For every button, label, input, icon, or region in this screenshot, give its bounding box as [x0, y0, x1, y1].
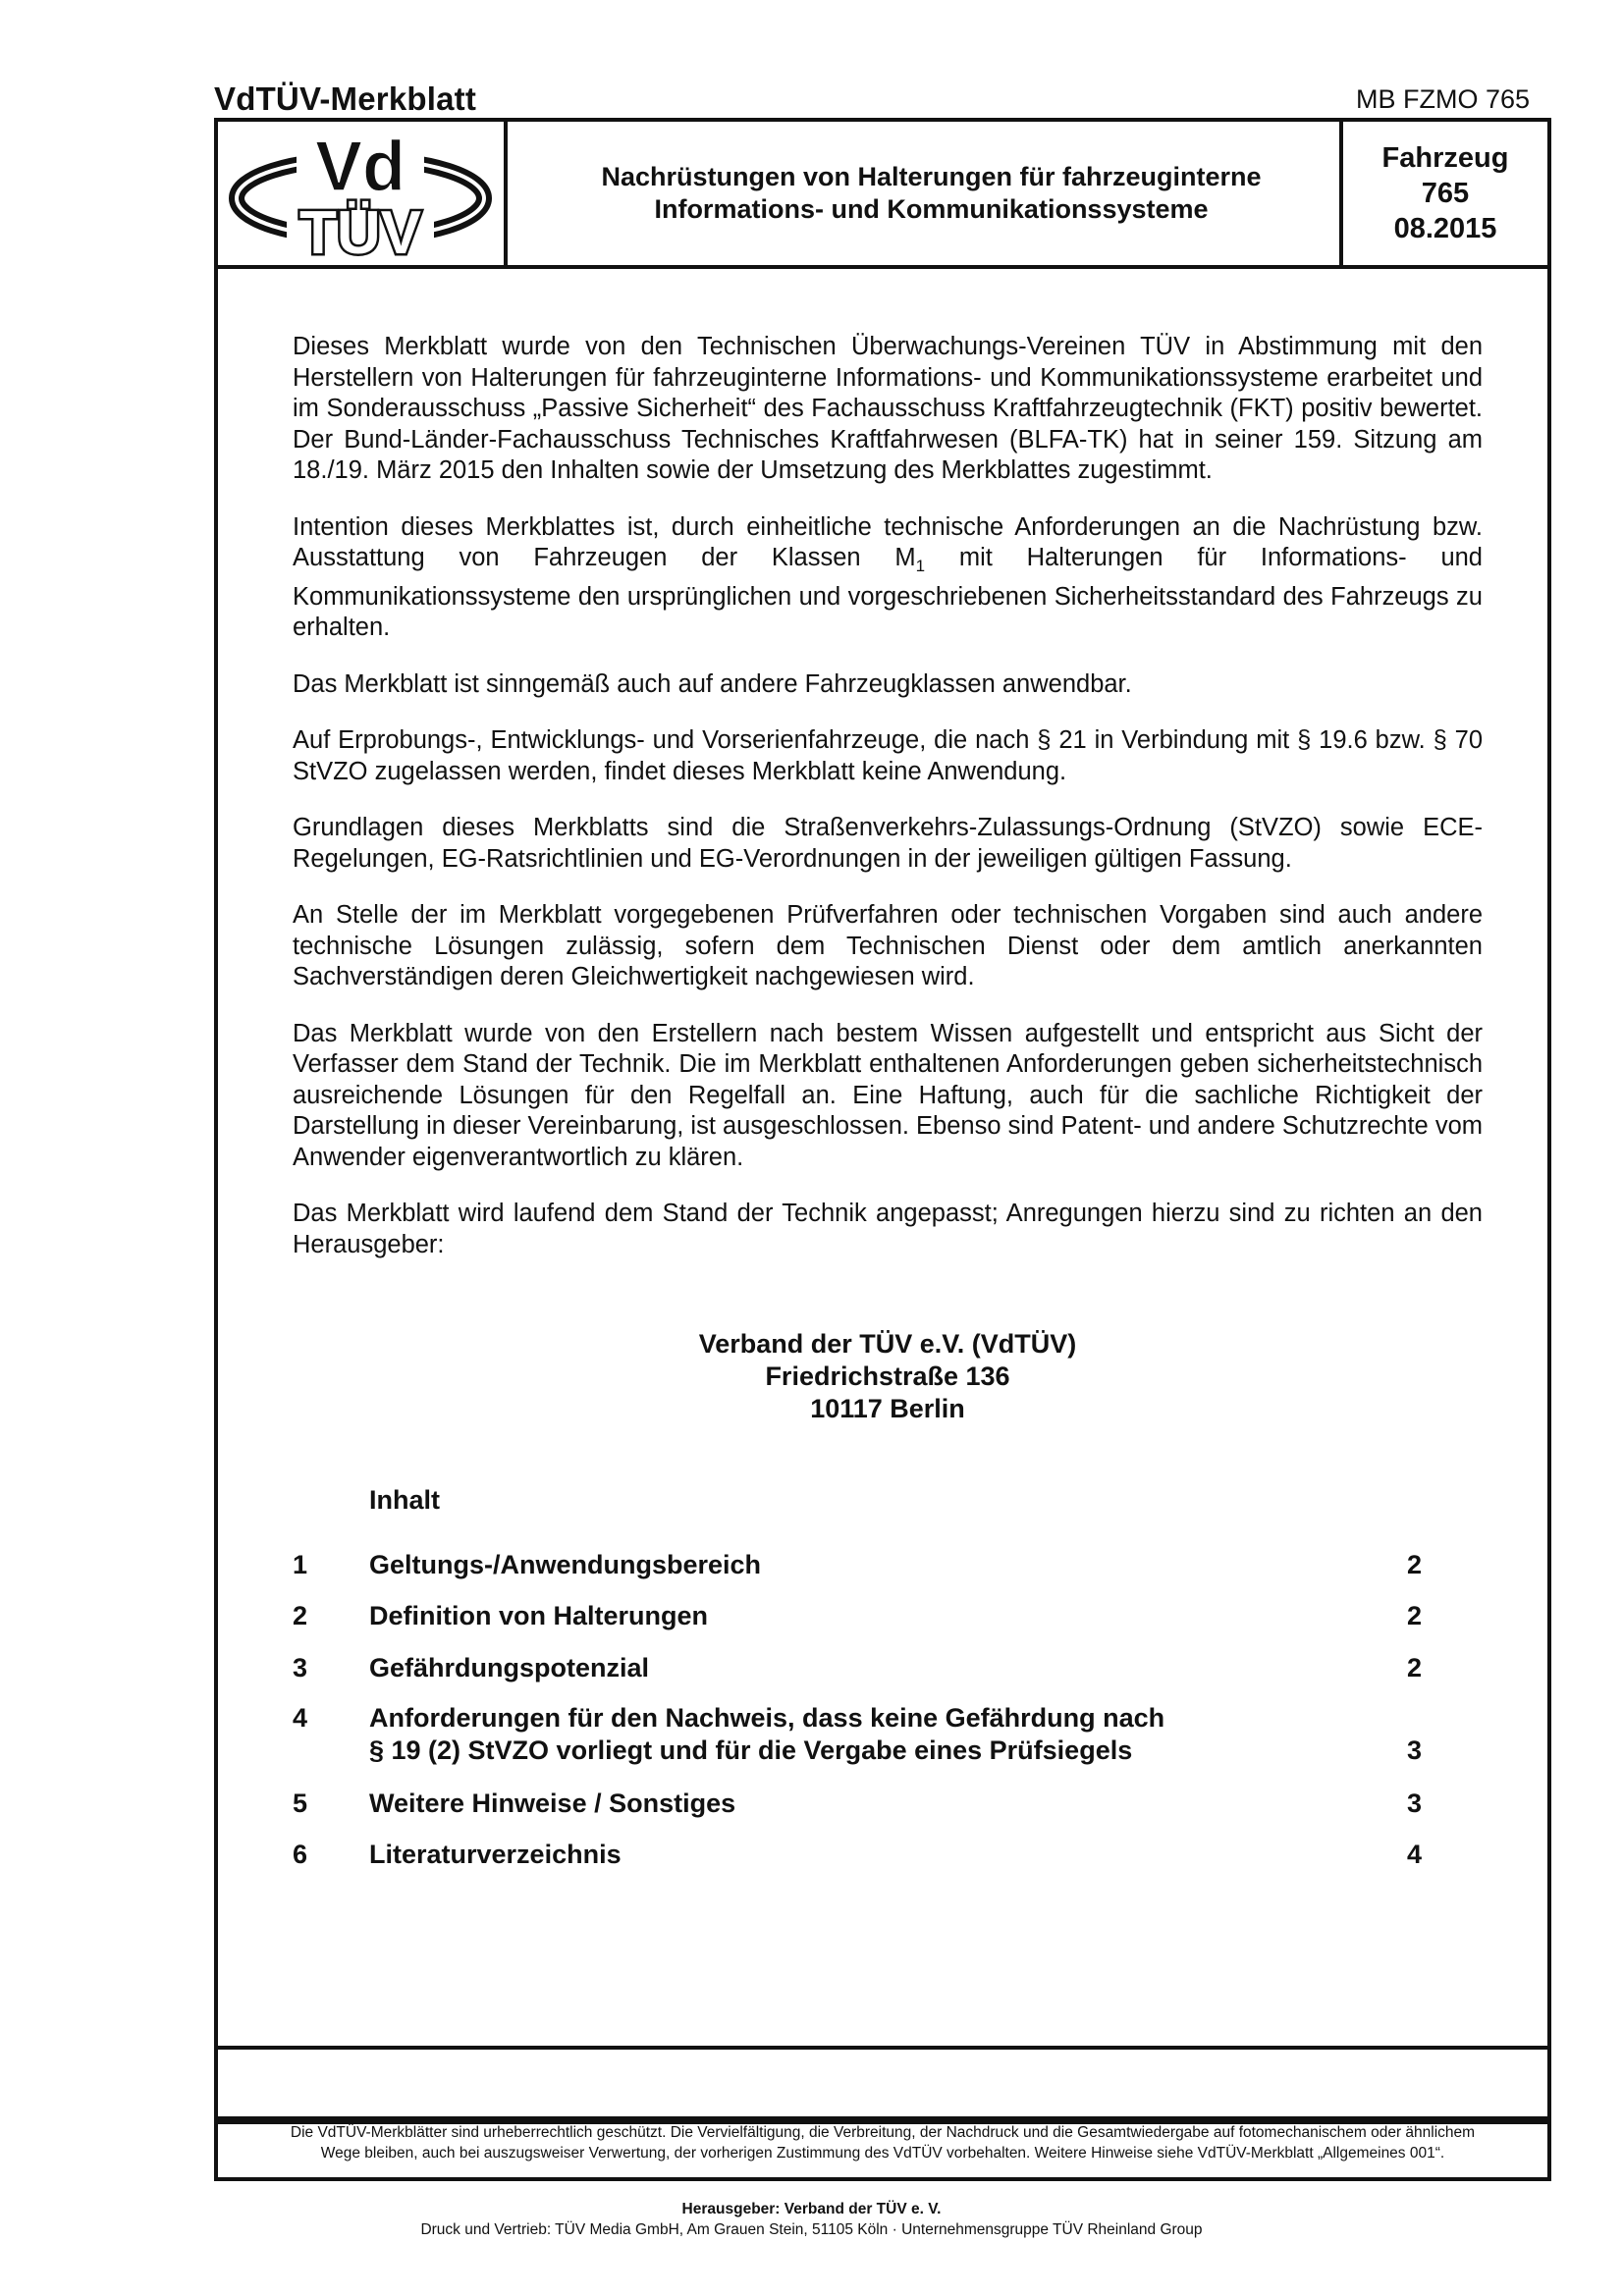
toc-item[interactable]: 2 Definition von Halterungen 2	[293, 1601, 1422, 1630]
paragraph: Das Merkblatt wurde von den Erstellern nach bestem Wissen aufgestellt und entspricht aus Sicht der Verfasser dem Stand der Technik. Die im Merkblatt enthaltenen Anforderungen geben sicherheitstechnisch ausreichende Lösungen für den Regelfall an. Eine Haftung, auch für die sachliche Richtigkeit der Darstellung in dieser Vereinbarung, ist ausgeschlossen. Ebenso sind Patent- und andere Schutzrechte vom Anwender eigenverantwortlich zu klären.	[293, 1019, 1483, 1171]
paragraph: Das Merkblatt ist sinngemäß auch auf andere Fahrzeugklassen anwendbar.	[293, 669, 1132, 698]
doc-date: 08.2015	[1393, 213, 1497, 244]
svg-text:TÜV: TÜV	[299, 199, 421, 261]
print-info: Druck und Vertrieb: TÜV Media GmbH, Am Grauen Stein, 51105 Köln · Unternehmensgruppe TÜV Rheinland Group	[420, 2221, 1203, 2238]
copyright-notice: Die VdTÜV-Merkblätter sind urheberrechtlich geschützt. Die Vervielfältigung, die Verbreitung, der Nachdruck und die Gesamtwiedergabe auf fotomechanischem oder ähnlichem Wege bleiben, auch bei auszugsweiser Verwertung, der vorherigen Zustimmung des VdTÜV vorbehalten. Weitere Hinweise siehe VdTÜV-Merkblatt „Allgemeines 001“.	[290, 2124, 1476, 2162]
toc-item[interactable]: 6 Literaturverzeichnis 4	[293, 1840, 1422, 1869]
publisher-info	[0, 2199, 1623, 2240]
header-doc-code: MB FZMO 765	[1355, 84, 1530, 114]
paragraph: Grundlagen dieses Merkblatts sind die Straßenverkehrs-Zulassungs-Ordnung (StVZO) sowie ECE-Regelungen, EG-Ratsrichtlinien und EG-Verordnungen in der jeweiligen gültigen Fassung.	[293, 814, 1483, 873]
address-line: 10117 Berlin	[810, 1394, 965, 1423]
toc-item[interactable]: 5 Weitere Hinweise / Sonstiges 3	[293, 1789, 1422, 1818]
paragraph: Dieses Merkblatt wurde von den Technischen Überwachungs-Vereinen TÜV in Abstimmung mit den Herstellern von Halterungen für fahrzeuginterne Informations- und Kommunikationssysteme erarbeitet und im Sonderausschuss „Passive Sicherheit“ des Fachausschuss Kraftfahrzeugtechnik (FKT) positiv bewertet. Der Bund-Länder-Fachausschuss Technisches Kraftfahrwesen (BLFA-TK) hat in seiner 159. Sitzung am 18./19. März 2015 den Inhalten sowie der Umsetzung des Merkblattes zugestimmt.	[293, 333, 1483, 484]
toc-item[interactable]: 4 Anforderungen für den Nachweis, dass keine Gefährdung nach § 19 (2) StVZO vorliegt und für die Vergabe eines Prüfsiegels 3	[293, 1703, 1422, 1765]
document-title	[508, 122, 1355, 265]
publisher-address	[293, 1328, 1483, 1425]
logo-cell	[218, 122, 508, 265]
toc-item[interactable]: 3 Gefährdungspotenzial 2	[293, 1653, 1422, 1682]
doc-number: 765	[1421, 178, 1470, 209]
paragraph: Auf Erprobungs-, Entwicklungs- und Vorserienfahrzeuge, die nach § 21 in Verbindung mit § 19.6 bzw. § 70 StVZO zugelassen werden, findet dieses Merkblatt keine Anwendung.	[293, 726, 1483, 785]
address-line: Verband der TÜV e.V. (VdTÜV)	[698, 1329, 1077, 1359]
toc-item[interactable]: 1 Geltungs-/Anwendungsbereich 2	[293, 1550, 1422, 1579]
vdtuev-logo-icon	[228, 128, 493, 261]
svg-text:Vd: Vd	[314, 128, 406, 206]
address-line: Friedrichstraße 136	[765, 1362, 1010, 1391]
toc-heading: Inhalt	[369, 1485, 440, 1515]
paragraph: An Stelle der im Merkblatt vorgegebenen Prüfverfahren oder technischen Vorgaben sind auch andere technische Lösungen zulässig, sofern dem Technischen Dienst oder dem amtlich anerkannten Sachverständigen deren Gleichwertigkeit nachgewiesen wird.	[293, 901, 1483, 991]
paragraph: Das Merkblatt wird laufend dem Stand der Technik angepasst; Anregungen hierzu sind zu richten an den Herausgeber:	[293, 1200, 1483, 1258]
title-block	[218, 122, 1547, 269]
category: Fahrzeug	[1381, 142, 1509, 174]
category-cell	[1339, 122, 1547, 265]
footer-rule-top	[218, 2046, 1547, 2050]
document-title-line1: Nachrüstungen von Halterungen für fahrzeuginterne	[601, 162, 1262, 191]
publisher-name: Herausgeber: Verband der TÜV e. V.	[681, 2201, 942, 2217]
paragraph: Intention dieses Merkblattes ist, durch einheitliche technische Anforderungen an die Nachrüstung bzw. Ausstattung von Fahrzeugen der Klassen $M_1$ mit Halterungen für Informations- und Kommunikationssysteme den ursprünglichen und vorgeschriebenen Sicherheitsstandard des Fahrzeugs zu erhalten.	[293, 512, 1483, 642]
document-title-line2: Informations- und Kommunikationssysteme	[654, 194, 1209, 224]
header-title: VdTÜV-Merkblatt	[214, 80, 477, 117]
body-text	[293, 332, 1483, 1286]
